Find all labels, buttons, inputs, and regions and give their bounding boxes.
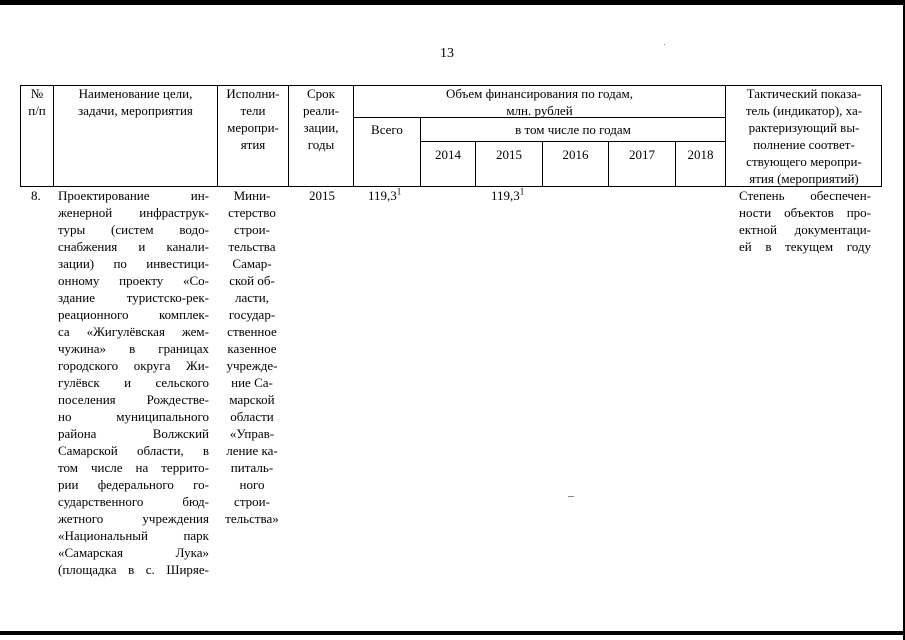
page-number: 13 [440, 46, 454, 61]
text-line: ей в текущем году [739, 239, 871, 254]
text-line: жетного учреждения [58, 511, 209, 526]
text-line: ласти, [235, 290, 269, 305]
text-line: ской об- [229, 273, 275, 288]
header-executor [218, 85, 288, 153]
row-total-footnote: 1 [396, 186, 402, 197]
header-total: Всего [371, 122, 403, 137]
scan-border-top [0, 0, 905, 5]
text-line: том числе на террито- [58, 460, 209, 475]
text-line: са «Жигулёвская жем- [58, 324, 209, 339]
text-line: снабжения и канали- [58, 239, 209, 254]
header-indicator-line: рактеризующий вы- [748, 120, 860, 135]
row-2015 [491, 187, 524, 204]
header-year-2015: 2015 [496, 147, 522, 162]
years-header-rule [420, 141, 725, 142]
text-line: поселения Рождестве- [58, 392, 209, 407]
scan-speck [664, 44, 665, 45]
text-line: реационного комплек- [58, 307, 209, 322]
text-line: области [230, 409, 274, 424]
header-funding-line: млн. рублей [506, 103, 573, 118]
header-indicator-line: полнение соответ- [753, 137, 855, 152]
text-line: казенное [227, 341, 277, 356]
text-line: (площадка в с. Ширяе- [58, 562, 209, 577]
text-line: государ- [228, 307, 276, 322]
text-line: онному проекту «Со- [58, 273, 209, 288]
text-line: района Волжский [58, 426, 209, 441]
header-term-line: зации, [303, 120, 339, 135]
row-number: 8. [31, 188, 41, 203]
text-line: чужина» в границах [58, 341, 209, 356]
header-by-years: в том числе по годам [515, 122, 631, 137]
text-line: городского округа Жи- [58, 358, 209, 373]
text-line: ственное [227, 324, 277, 339]
row-total-value: 119,3 [368, 188, 397, 203]
text-line: ление ка- [226, 443, 278, 458]
header-term [289, 85, 353, 153]
header-year-2014: 2014 [435, 147, 461, 162]
header-indicator [726, 85, 882, 187]
header-num-line: п/п [28, 103, 46, 118]
header-year-2016: 2016 [562, 147, 589, 162]
text-line: Проектирование ин- [58, 188, 209, 203]
row-term: 2015 [309, 188, 335, 203]
row-2015-footnote: 1 [519, 186, 525, 197]
text-line: ности объектов про- [739, 205, 871, 220]
header-executor-line: Исполни- [226, 86, 280, 101]
header-indicator-line: ствующего меропри- [746, 154, 862, 169]
header-indicator-line: ятия (мероприятий) [749, 171, 859, 186]
text-line: ного [239, 477, 265, 492]
text-line: зации) по инвестици- [58, 256, 209, 271]
text-line: но муниципального [58, 409, 209, 424]
header-year-2017: 2017 [629, 147, 655, 162]
text-line: ние Са- [231, 375, 273, 390]
text-line: Степень обеспечен- [739, 188, 871, 203]
header-funding [354, 85, 725, 119]
header-funding-line: Объем финансирования по годам, [445, 86, 634, 101]
text-line: строи- [234, 222, 270, 237]
header-name-line: задачи, мероприятия [78, 103, 193, 118]
row-indicator-cell [739, 187, 871, 255]
header-indicator-line: Тактический показа- [746, 86, 862, 101]
text-line: тельства» [225, 511, 279, 526]
row-name-cell [58, 187, 209, 578]
row-total [368, 187, 401, 204]
text-line: Мини- [233, 188, 271, 203]
text-line: гулёвск и сельского [58, 375, 209, 390]
text-line: Самар- [232, 256, 272, 271]
header-term-line: Срок [307, 86, 335, 101]
text-line: туры (систем водо- [58, 222, 209, 237]
row-2015-value: 119,3 [491, 188, 520, 203]
header-term-line: реали- [302, 103, 340, 118]
header-executor-line: тели [240, 103, 266, 118]
text-line: ектной документаци- [739, 222, 871, 237]
header-name-line: Наименование цели, [78, 86, 193, 101]
text-line: здание туристско-рек- [58, 290, 209, 305]
text-line: учрежде- [226, 358, 278, 373]
table-header-grid [20, 85, 882, 192]
text-line: строи- [234, 494, 270, 509]
text-line: рии федерального го- [58, 477, 209, 492]
text-line: «Самарская Лука» [58, 545, 209, 560]
text-line: питаль- [230, 460, 274, 475]
text-line: женерной инфраструк- [58, 205, 209, 220]
text-line: тельства [228, 239, 276, 254]
header-name [54, 85, 217, 119]
header-num-line: № [30, 86, 44, 101]
header-executor-line: меропри- [227, 120, 279, 135]
header-executor-line: ятия [240, 137, 266, 152]
text-line: «Управ- [229, 426, 275, 441]
text-line: стерство [228, 205, 276, 220]
header-term-line: годы [307, 137, 335, 152]
scan-border-bottom [0, 631, 905, 635]
header-num [21, 85, 53, 119]
text-line: Самарской области, в [58, 443, 209, 458]
header-indicator-line: тель (индикатор), ха- [745, 103, 863, 118]
text-line: сударственного бюд- [58, 494, 209, 509]
row-executor-cell [220, 187, 284, 527]
text-line: «Национальный парк [58, 528, 209, 543]
scan-speck [568, 496, 574, 497]
header-year-2018: 2018 [687, 147, 714, 162]
text-line: марской [229, 392, 275, 407]
